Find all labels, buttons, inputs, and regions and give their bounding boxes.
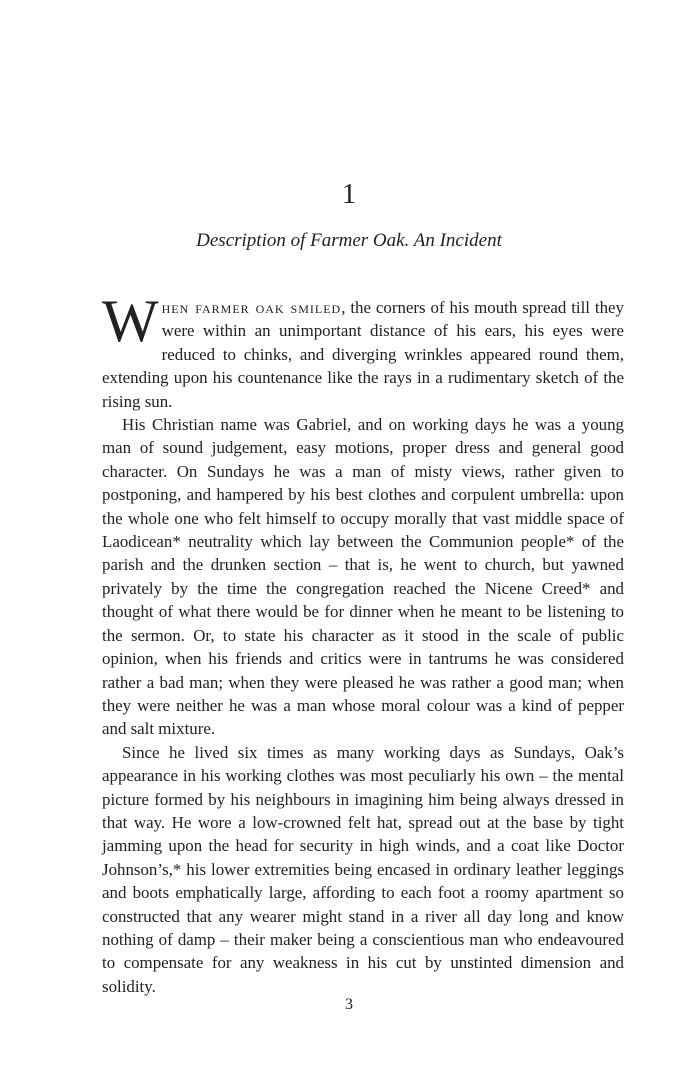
opening-small-caps: hen farmer oak smiled — [161, 298, 342, 317]
chapter-title: Description of Farmer Oak. An Incident — [196, 230, 502, 251]
paragraph-2: His Christian name was Gabriel, and on working days he was a young man of sound judgement, easy motions, proper dress and general good character. On Sundays he was a man of misty views, rather given to postponing, and hampered by his best clothes and corpulent umbrella: upon the whole one who felt himself to occupy morally that vast middle space of Laodicean* neutrality which lay between the Communion people* of the parish and the drunken section – that is, he went to church, but yawned privately by the time the congregation reached the Nicene Creed* and thought of what there would be for dinner when he meant to be listening to the sermon. Or, to state his character as it stood in the scale of public opinion, when his friends and critics were in tantrums he was considered rather a bad man; when they were pleased he was rather a good man; when they were neither he was a man whose moral colour was a kind of pepper and salt mixture. — [102, 415, 624, 739]
paragraph-1 — [102, 288, 624, 413]
paragraph-3: Since he lived six times as many working days as Sundays, Oak’s appearance in his working clothes was most peculiarly his own – the mental picture formed by his neighbours in imagining him being always dressed in that way. He wore a low-crowned felt hat, spread out at the base by tight jamming upon the head for security in high winds, and a coat like Doctor Johnson’s,* his lower extremities being encased in ordinary leather leggings and boots emphatically large, affording to each foot a roomy apartment so constructed that any wearer might stand in a river all day long and know nothing of damp – their maker being a conscientious man who endeavoured to compensate for any weakness in his cut by unstinted dimension and solidity. — [102, 742, 624, 996]
chapter-body — [102, 288, 624, 998]
chapter-number: 1 — [341, 178, 357, 210]
paragraph-1-text: , the corners of his mouth spread till they were within an unimportant distance of his ears, his eyes were reduced to chinks, and diverging wrinkles appeared round them, extending upon his countenance like the rays in a rudimentary sketch of the rising sun. — [102, 298, 624, 411]
page-number: 3 — [345, 996, 353, 1013]
drop-cap: W — [102, 288, 159, 354]
